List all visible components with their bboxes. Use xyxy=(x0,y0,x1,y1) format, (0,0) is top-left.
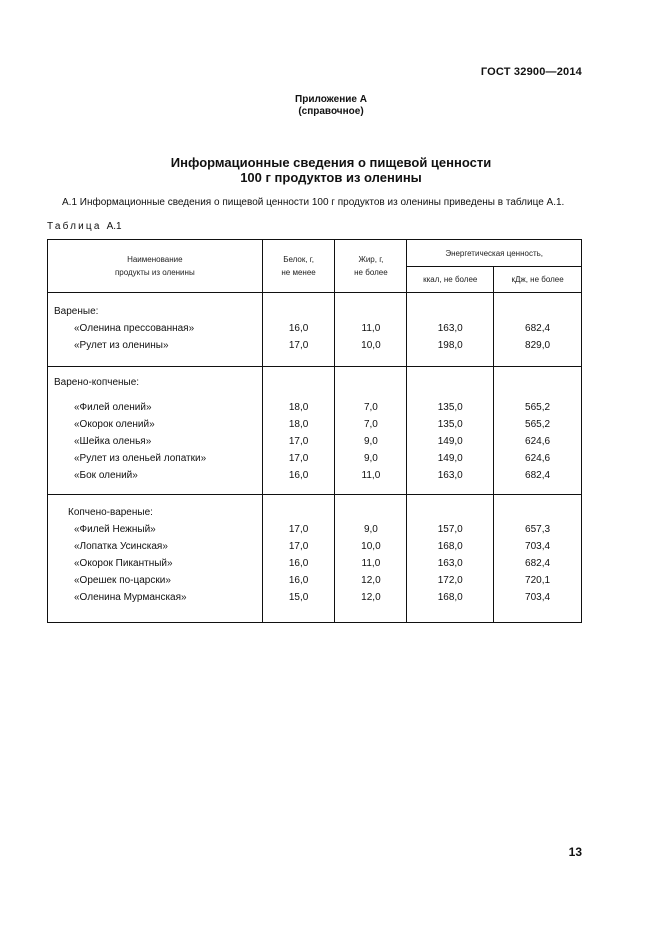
protein-value: 16,0 xyxy=(288,470,309,481)
cell-protein-values xyxy=(262,293,335,367)
cell-product-names xyxy=(48,367,263,495)
group-title: Варено-копченые: xyxy=(54,377,140,388)
kcal-value: 168,0 xyxy=(437,541,463,552)
nutrition-table xyxy=(47,239,582,623)
fat-value: 9,0 xyxy=(363,436,378,447)
fat-value: 12,0 xyxy=(361,592,381,603)
protein-value: 15,0 xyxy=(288,592,309,603)
fat-value: 11,0 xyxy=(361,470,381,481)
table-body xyxy=(48,293,582,623)
table-label xyxy=(47,221,122,232)
annex-subtitle: (справочное) xyxy=(298,106,364,117)
product-name: «Филей Нежный» xyxy=(74,524,156,535)
kcal-value: 163,0 xyxy=(437,470,463,481)
kj-value: 565,2 xyxy=(525,419,551,430)
product-name: «Окорок Пикантный» xyxy=(74,558,173,569)
table-group xyxy=(48,293,582,367)
cell-kj-values xyxy=(494,495,582,623)
cell-fat-values xyxy=(335,495,407,623)
fat-value: 10,0 xyxy=(361,541,381,552)
col-header-energy: Энергетическая ценность, xyxy=(407,240,582,267)
kj-value: 703,4 xyxy=(525,592,551,603)
kcal-value: 149,0 xyxy=(437,453,463,464)
cell-fat-values xyxy=(335,367,407,495)
protein-value: 17,0 xyxy=(288,453,309,464)
kj-value: 682,4 xyxy=(525,470,551,481)
fat-value: 12,0 xyxy=(361,575,381,586)
col-header-kj: кДж, не более xyxy=(494,267,582,293)
kj-value: 682,4 xyxy=(525,323,551,334)
product-name: «Рулет из оленьей лопатки» xyxy=(74,453,207,464)
cell-fat-values xyxy=(335,293,407,367)
table-label-word: Таблица xyxy=(47,221,102,232)
product-name: «Рулет из оленины» xyxy=(74,340,169,351)
protein-value: 18,0 xyxy=(288,419,309,430)
fat-value: 11,0 xyxy=(361,558,381,569)
kcal-value: 135,0 xyxy=(437,402,463,413)
cell-protein-values xyxy=(262,495,335,623)
product-name: «Оленина прессованная» xyxy=(74,323,195,334)
kj-value: 703,4 xyxy=(525,541,551,552)
table-label-number: А.1 xyxy=(106,221,122,232)
protein-value: 17,0 xyxy=(288,436,309,447)
cell-kcal-values xyxy=(407,293,494,367)
product-name: «Бок олений» xyxy=(74,470,138,481)
page-heading-line-1: Информационные сведения о пищевой ценности xyxy=(170,155,492,170)
cell-kj-values xyxy=(494,293,582,367)
kj-value: 565,2 xyxy=(525,402,551,413)
col-header-protein: Белок, г, не менее xyxy=(262,240,335,293)
product-name: «Орешек по-царски» xyxy=(74,575,171,586)
document-code: ГОСТ 32900—2014 xyxy=(480,66,582,78)
product-name: «Шейка оленья» xyxy=(74,436,152,447)
intro-paragraph: А.1 Информационные сведения о пищевой ценности 100 г продуктов из оленины приведены в таблице А.1. xyxy=(62,197,565,208)
protein-value: 16,0 xyxy=(288,575,309,586)
kj-value: 829,0 xyxy=(525,340,551,351)
product-name: «Филей олений» xyxy=(74,402,152,413)
cell-kj-values xyxy=(494,367,582,495)
fat-value: 11,0 xyxy=(361,323,381,334)
kj-value: 682,4 xyxy=(525,558,551,569)
kcal-value: 149,0 xyxy=(437,436,463,447)
kcal-value: 135,0 xyxy=(437,419,463,430)
kcal-value: 163,0 xyxy=(437,323,463,334)
fat-value: 10,0 xyxy=(361,340,381,351)
cell-kcal-values xyxy=(407,367,494,495)
product-name: «Лопатка Усинская» xyxy=(74,541,168,552)
kj-value: 657,3 xyxy=(525,524,551,535)
col-header-name: Наименование продукты из оленины xyxy=(48,240,263,293)
table-group xyxy=(48,367,582,495)
page-heading-line-2: 100 г продуктов из оленины xyxy=(240,170,422,185)
fat-value: 9,0 xyxy=(363,453,378,464)
cell-product-names xyxy=(48,495,263,623)
col-header-kcal: ккал, не более xyxy=(407,267,494,293)
annex-title: Приложение А xyxy=(295,94,367,105)
fat-value: 9,0 xyxy=(363,524,378,535)
kj-value: 720,1 xyxy=(525,575,551,586)
protein-value: 16,0 xyxy=(288,558,309,569)
cell-protein-values xyxy=(262,367,335,495)
fat-value: 7,0 xyxy=(363,419,378,430)
group-title: Вареные: xyxy=(54,306,99,317)
kj-value: 624,6 xyxy=(525,453,551,464)
protein-value: 18,0 xyxy=(288,402,309,413)
protein-value: 17,0 xyxy=(288,541,309,552)
protein-value: 16,0 xyxy=(288,323,309,334)
kcal-value: 163,0 xyxy=(437,558,463,569)
fat-value: 7,0 xyxy=(363,402,378,413)
cell-kcal-values xyxy=(407,495,494,623)
protein-value: 17,0 xyxy=(288,524,309,535)
kj-value: 624,6 xyxy=(525,436,551,447)
page-number: 13 xyxy=(568,845,582,859)
product-name: «Окорок олений» xyxy=(74,419,155,430)
kcal-value: 168,0 xyxy=(437,592,463,603)
kcal-value: 157,0 xyxy=(437,524,463,535)
table-group xyxy=(48,495,582,623)
cell-product-names xyxy=(48,293,263,367)
group-title: Копчено-вареные: xyxy=(68,507,153,518)
protein-value: 17,0 xyxy=(288,340,309,351)
product-name: «Оленина Мурманская» xyxy=(74,592,187,603)
kcal-value: 172,0 xyxy=(437,575,463,586)
kcal-value: 198,0 xyxy=(437,340,463,351)
col-header-fat: Жир, г, не более xyxy=(335,240,407,293)
